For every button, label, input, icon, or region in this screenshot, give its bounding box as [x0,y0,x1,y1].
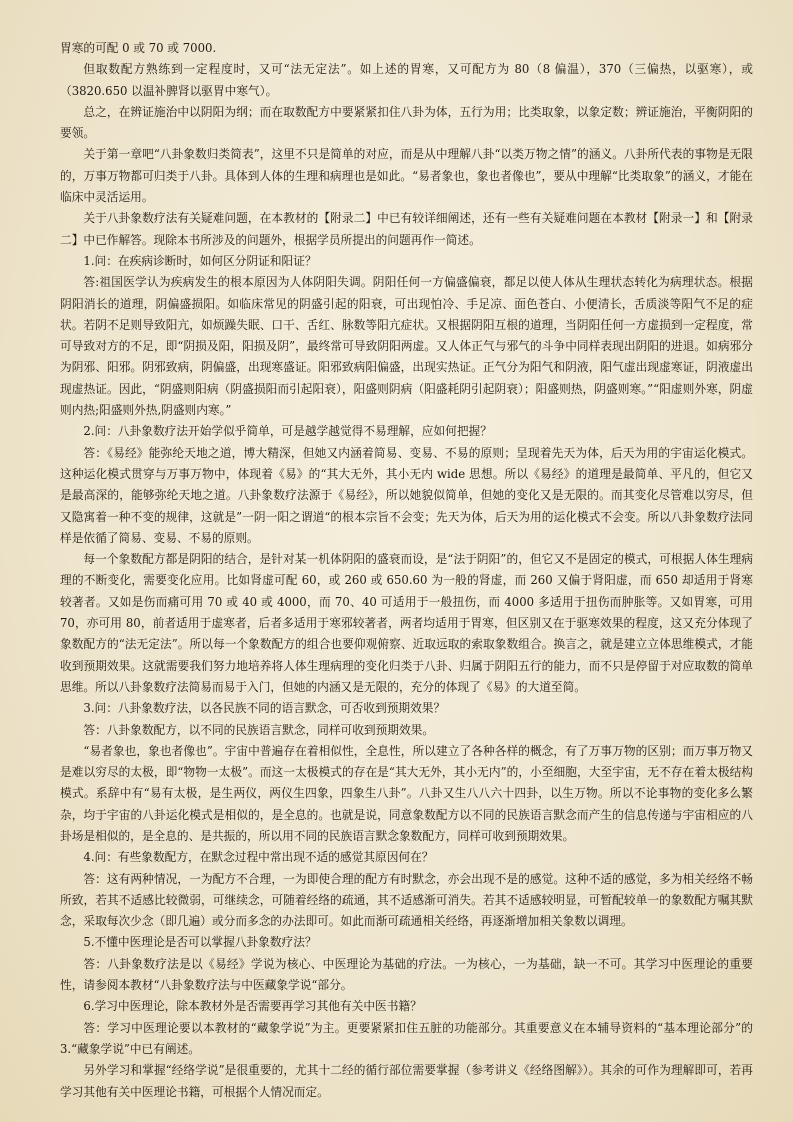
answer-paragraph: 答：这有两种情况，一为配方不合理，一为即使合理的配方有时默念，亦会出现不是的感觉。这种不适的感觉，多为相关经络不畅所致，若其不适感比较微弱，可继续念，可随着经络的疏通，其不适感渐可消失。若其不适感较明显，可暂配较单一的象数配方嘱其默念，采取每次少念（即几遍）或分而多念的办法即可。如此而渐可疏通相关经络，再逐渐增加相关象数以调理。 [60,871,753,929]
paragraph: 另外学习和掌握“经络学说”是很重要的，尤其十二经的循行部位需要掌握（参考讲义《经络图解》）。其余的可作为理解即可，若再学习其他有关中医理论书籍，可根据个人情况而定。 [60,1063,753,1099]
paragraph: 关于第一章吧“八卦象数归类简表”，这里不只是简单的对应，而是从中理解八卦“以类万物之情”的涵义。八卦所代表的事物是无限的，万事万物都可归类于八卦。具体到人体的生理和病理也是如此。“易者象也，象也者像也”，要从中理解“比类取象”的涵义，才能在临床中灵活运用。 [60,147,753,205]
answer-paragraph: 答：学习中医理论要以本教材的“藏象学说”为主。更要紧紧扣住五脏的功能部分。其重要意义在本辅导资料的“基本理论部分”的 3.“藏象学说”中已有阐述。 [60,1020,753,1056]
paragraph: 总之，在辨证施治中以阴阳为纲；而在取数配方中要紧紧扣住八卦为体，五行为用；比类取象，以象定数；辨证施治，平衡阴阳的要领。 [60,104,753,141]
answer-paragraph: 答：八卦象数疗法是以《易经》学说为核心、中医理论为基础的疗法。一为核心，一为基础，缺一不可。其学习中医理论的重要性，请参阅本教材“八卦象数疗法与中医藏象学说“部分。 [60,956,753,993]
question-heading: 1.问：在疾病诊断时，如何区分阴证和阳证？ [83,253,317,268]
question-heading: 5.不懂中医理论是否可以掌握八卦象数疗法？ [83,935,317,950]
question-heading: 4.问：有些象数配方，在默念过程中常出现不适的感觉其原因何在？ [83,850,434,865]
paragraph: 每一个象数配方都是阴阳的结合，是针对某一机体阴阳的盛衰而设，是“法于阴阳”的，但它又不是固定的模式，可根据人体生理病理的不断变化，需要变化应用。比如肾虚可配 60，或 260 或 650.60 为一般的肾虚，而 260 又偏于肾阳虚，而 650 却适用于肾寒较著者。又如是伤而痛可用 70 或 40 或 4000，而 70、40 可适用于一般扭伤，而 4000 多适用于扭伤而肿胀等。又如胃寒，可用 70，亦可用 80，前者适用于虚寒者，后者多适用于寒邪较著者，两者均适用于胃寒，但区别又在于驱寒效果的程度，这又充分体现了象数配方的“法无定法”。所以每一个象数配方的组合也要仰观俯察、近取远取的索取象数组合。换言之，就是建立立体思维模式，才能收到预期效果。这就需要我们努力地培养将人体生理病理的变化归类于八卦、归属于阴阳五行的能力，而不只是停留于对应取数的简单思维。所以八卦象数疗法简易而易于入门，但她的内涵又是无限的，充分的体现了《易》的大道至简。 [60,552,753,694]
question-heading: 3.问：八卦象数疗法，以各民族不同的语言默念，可否收到预期效果？ [83,701,446,716]
answer-paragraph: 答：八卦象数配方，以不同的民族语言默念，同样可收到预期效果。 [83,722,435,737]
paragraph: 但取数配方熟练到一定程度时，又可“法无定法”。如上述的胃寒，又可配方为 80（8 偏温），370（三偏热，以驱寒），或（3820.650 以温补脾肾以驱胃中寒气）。 [60,62,753,98]
answer-paragraph: 答：《易经》能弥纶天地之道，博大精深，但她又内涵着简易、变易、不易的原则；呈现着先天为体，后天为用的宇宙运化模式。这种运化模式贯穿与万事万物中，体现着《易》的“其大无外，其小无内 wide 思想。所以《易经》的道理是最简单、平凡的，但它又是最高深的，能够弥纶天地之道。八卦象数疗法源于《易经》，所以她貌似简单，但她的变化又是无限的。而其变化尽管难以穷尽，但又隐寓着一种不变的规律，这就是”一阴一阳之谓道“的根本宗旨不会变；先天为体，后天为用的运化模式不会变。所以八卦象数疗法同样是依循了简易、变易、不易的原则。 [60,445,753,545]
paragraph: 关于八卦象数疗法有关疑难问题，在本教材的【附录二】中已有较详细阐述，还有一些有关疑难问题在本教材【附录一】和【附录二】中已作解答。现除本书所涉及的问题外，根据学员所提出的问题再作一简述。 [60,211,753,247]
answer-paragraph: 答:祖国医学认为疾病发生的根本原因为人体阴阳失调。阴阳任何一方偏盛偏衰，都足以使人体从生理状态转化为病理状态。根据阴阳消长的道理，阴偏盛损阳。如临床常见的阴盛引起的阳衰，可出现怕冷、手足凉、面色苍白、小便清长，舌质淡等阳气不足的症状。若阴不足则导致阳亢，如烦躁失眠、口干、舌红、脉数等阳亢症状。又根据阴阳互根的道理，当阴阳任何一方虚损到一定程度，常可导致对方的不足，即“阴损及阳，阳损及阴”，最终常可导致阴阳两虚。又人体正气与邪气的斗争中同样表现出阴阳的进退。如病邪分为阴邪、阳邪。阴邪致病，阴偏盛，出现寒盛证。阳邪致病阳偏盛，出现实热证。正气分为阳气和阴液，阳气虚出现虚寒证，阴液虚出现虚热证。因此，“阴盛则阳病（阴盛损阳而引起阳衰），阳盛则阴病（阳盛耗阴引起阴衰）；阳盛则热，阴盛则寒。”“阳虚则外寒，阴虚则内热;阳盛则外热,阴盛则内寒。” [60,275,753,418]
paragraph: 胃寒的可配 0 或 70 或 7000. [60,41,217,55]
question-heading: 6.学习中医理论，除本教材外是否需要再学习其他有关中医书籍？ [83,999,422,1014]
question-heading: 2.问：八卦象数疗法开始学似乎简单，可是越学越觉得不易理解，应如何把握？ [83,424,492,439]
paragraph: “易者象也，象也者像也”。宇宙中普遍存在着相似性，全息性，所以建立了各种各样的概念，有了万事万物的区别；而万事万物又是难以穷尽的太极，即“物物一太极”。而这一太极模式的存在是“其大无外，其小无内”的，小至细胞，大至宇宙，无不存在着太极结构模式。系辞中有“易有太极，是生两仪，两仪生四象，四象生八卦”。八卦又生八八六十四卦，以生万物。所以不论事物的变化多么繁杂，均于宇宙的八卦运化模式是相似的，是全息的。也就是说，同意象数配方以不同的民族语言默念而产生的信息传递与宇宙相应的八卦场是相似的，是全息的、是共振的，所以用不同的民族语言默念象数配方，同样可收到预期效果。 [60,743,753,843]
